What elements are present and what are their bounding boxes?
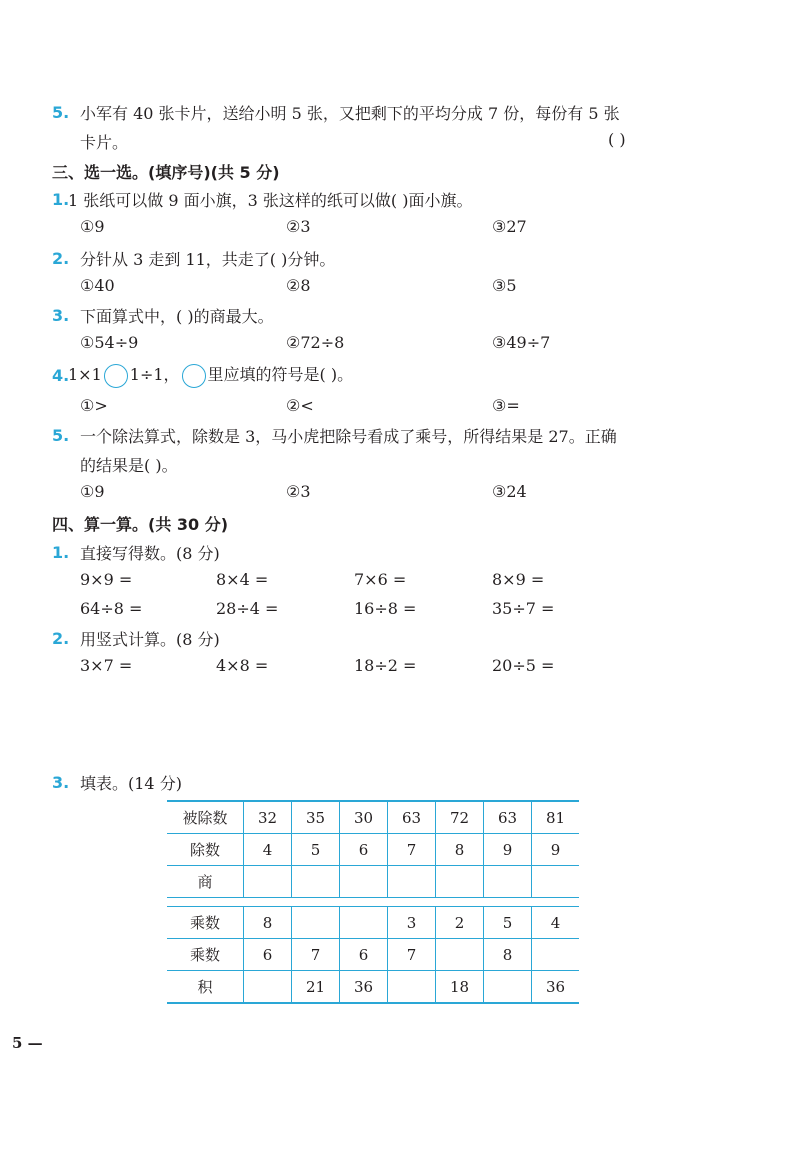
question-text: 下面算式中，( )的商最大。: [80, 307, 274, 326]
calc-item: 35÷7 =: [492, 599, 555, 618]
question-text: 直接写得数。(8 分): [80, 544, 220, 563]
table-row: [167, 866, 579, 898]
question-number: 5.: [52, 103, 70, 122]
page-number: 5 —: [12, 1034, 43, 1052]
table-row: [167, 801, 579, 834]
calc-item: 64÷8 =: [80, 599, 143, 618]
table-cell[interactable]: 8: [484, 939, 532, 971]
table-row: [167, 907, 579, 939]
calc-item: 8×9 =: [492, 570, 545, 589]
question-text: 分针从 3 走到 11，共走了( )分钟。: [80, 250, 336, 269]
option-1[interactable]: ①9: [80, 482, 105, 501]
table-cell[interactable]: [484, 971, 532, 1004]
question-text: 1 张纸可以做 9 面小旗，3 张这样的纸可以做( )面小旗。: [68, 191, 473, 210]
table-cell[interactable]: 18: [436, 971, 484, 1004]
option-1[interactable]: ①40: [80, 276, 115, 295]
table-cell: 5: [292, 834, 340, 866]
answer-cell[interactable]: [340, 866, 388, 898]
table-cell: 32: [244, 801, 292, 834]
table-row: [167, 939, 579, 971]
calc-item: 3×7 =: [80, 656, 133, 675]
table-cell[interactable]: [388, 971, 436, 1004]
table-cell: 9: [484, 834, 532, 866]
calc-item: 4×8 =: [216, 656, 269, 675]
calc-item: 8×4 =: [216, 570, 269, 589]
question-number: 5.: [52, 426, 70, 445]
option-2[interactable]: ②3: [286, 217, 311, 236]
section-title: 三、选一选。(填序号)(共 5 分): [52, 163, 280, 182]
question-text: 填表。(14 分): [80, 774, 182, 793]
blank-circle-icon: [182, 364, 206, 388]
table-cell[interactable]: [292, 907, 340, 939]
question-number: 3.: [52, 773, 70, 792]
question-text: [68, 362, 353, 388]
table-cell[interactable]: 21: [292, 971, 340, 1004]
answer-cell[interactable]: [244, 866, 292, 898]
row-header: 被除数: [167, 801, 244, 834]
table-cell: 4: [244, 834, 292, 866]
option-2[interactable]: ②3: [286, 482, 311, 501]
fill-table: [167, 800, 579, 1004]
option-3[interactable]: ③5: [492, 276, 517, 295]
answer-cell[interactable]: [436, 866, 484, 898]
option-1[interactable]: ①9: [80, 217, 105, 236]
question-text: 一个除法算式，除数是 3，马小虎把除号看成了乘号，所得结果是 27。正确: [80, 427, 617, 446]
table-cell[interactable]: [244, 971, 292, 1004]
table-divider: [167, 898, 579, 907]
calc-item: 9×9 =: [80, 570, 133, 589]
table-row: [167, 834, 579, 866]
row-header: 商: [167, 866, 244, 898]
answer-cell[interactable]: [532, 866, 580, 898]
question-text-cont: 的结果是( )。: [80, 456, 178, 475]
calc-item: 16÷8 =: [354, 599, 417, 618]
question-text-cont: 卡片。: [80, 133, 129, 152]
table-cell[interactable]: 4: [532, 907, 580, 939]
table-spacer: [167, 898, 579, 907]
table-cell: 7: [388, 834, 436, 866]
table-cell[interactable]: 2: [436, 907, 484, 939]
calc-item: 28÷4 =: [216, 599, 279, 618]
question-number: 1.: [52, 543, 70, 562]
table-cell[interactable]: 36: [340, 971, 388, 1004]
table-cell: 72: [436, 801, 484, 834]
table-cell[interactable]: 7: [388, 939, 436, 971]
question-number: 1.: [52, 190, 70, 209]
table-cell: 81: [532, 801, 580, 834]
table-cell[interactable]: 8: [244, 907, 292, 939]
table-cell: 30: [340, 801, 388, 834]
expression-left: 1×1: [68, 365, 102, 384]
table-cell[interactable]: [340, 907, 388, 939]
option-3[interactable]: ③27: [492, 217, 527, 236]
table-cell: 6: [340, 834, 388, 866]
question-text: 小军有 40 张卡片，送给小明 5 张，又把剩下的平均分成 7 份，每份有 5 张: [80, 104, 620, 123]
table-cell: 63: [388, 801, 436, 834]
option-1[interactable]: ①>: [80, 396, 108, 415]
table-row: [167, 971, 579, 1004]
option-3[interactable]: ③=: [492, 396, 520, 415]
table-cell[interactable]: 5: [484, 907, 532, 939]
table-cell: 8: [436, 834, 484, 866]
question-number: 2.: [52, 249, 70, 268]
question-text: 用竖式计算。(8 分): [80, 630, 220, 649]
answer-cell[interactable]: [388, 866, 436, 898]
table-cell: 35: [292, 801, 340, 834]
table-cell[interactable]: 6: [340, 939, 388, 971]
table-cell[interactable]: 3: [388, 907, 436, 939]
option-3[interactable]: ③24: [492, 482, 527, 501]
calc-item: 18÷2 =: [354, 656, 417, 675]
question-number: 4.: [52, 366, 70, 385]
table-cell: 9: [532, 834, 580, 866]
table-cell[interactable]: [436, 939, 484, 971]
expression-right: 1÷1，: [129, 365, 180, 384]
question-prompt: 里应填的符号是( )。: [207, 365, 354, 384]
table-cell: 63: [484, 801, 532, 834]
question-number: 2.: [52, 629, 70, 648]
option-2[interactable]: ②<: [286, 396, 314, 415]
table-cell[interactable]: 6: [244, 939, 292, 971]
option-1[interactable]: ①54÷9: [80, 333, 139, 352]
row-header: 乘数: [167, 939, 244, 971]
blank-circle-icon[interactable]: [104, 364, 128, 388]
option-3[interactable]: ③49÷7: [492, 333, 551, 352]
answer-bracket[interactable]: ( ): [608, 130, 626, 149]
table-cell[interactable]: 36: [532, 971, 580, 1004]
row-header: 乘数: [167, 907, 244, 939]
row-header: 除数: [167, 834, 244, 866]
row-header: 积: [167, 971, 244, 1004]
answer-cell[interactable]: [484, 866, 532, 898]
calc-item: 20÷5 =: [492, 656, 555, 675]
answer-cell[interactable]: [292, 866, 340, 898]
table-cell[interactable]: 7: [292, 939, 340, 971]
calc-item: 7×6 =: [354, 570, 407, 589]
option-2[interactable]: ②8: [286, 276, 311, 295]
table-cell[interactable]: [532, 939, 580, 971]
question-number: 3.: [52, 306, 70, 325]
option-2[interactable]: ②72÷8: [286, 333, 345, 352]
section-title: 四、算一算。(共 30 分): [52, 515, 229, 534]
